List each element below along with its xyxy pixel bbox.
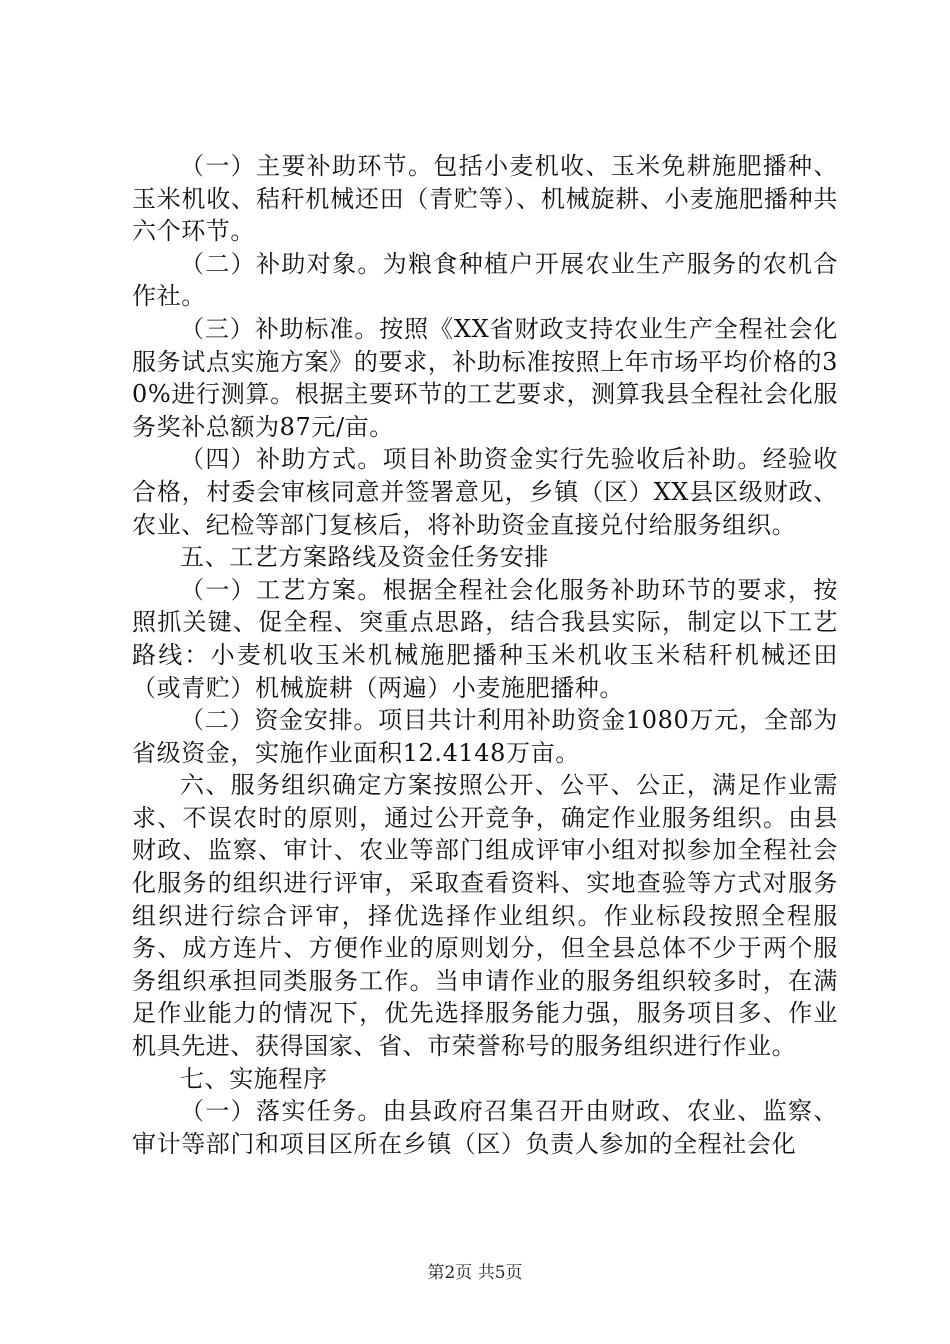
paragraph-implement-task: （一）落实任务。由县政府召集召开由财政、农业、监察、审计等部门和项目区所在乡镇（区）负责人参加的全程社会化 bbox=[132, 1097, 838, 1158]
paragraph-subsidy-target: （二）补助对象。为粮食种植户开展农业生产服务的农机合作社。 bbox=[132, 249, 838, 311]
page-number-footer: 第2页 共5页 bbox=[427, 1263, 523, 1283]
paragraph-process-plan: （一）工艺方案。根据全程社会化服务补助环节的要求，按照抓关键、促全程、突重点思路，结合我县实际，制定以下工艺路线：小麦机收玉米机械施肥播种玉米机收玉米秸秆机械还田（或青贮）机械旋耕（两遍）小麦施肥播种。 bbox=[132, 575, 838, 702]
document-page bbox=[132, 150, 838, 1160]
paragraph-subsidy-stages: （一）主要补助环节。包括小麦机收、玉米免耕施肥播种、玉米机收、秸秆机械还田（青贮等）、机械旋耕、小麦施肥播种共六个环节。 bbox=[132, 152, 838, 246]
section-heading-seven: 七、实施程序 bbox=[180, 1064, 328, 1093]
paragraph-subsidy-method: （四）补助方式。项目补助资金实行先验收后补助。经验收合格，村委会审核同意并签署意见，乡镇（区）XX县区级财政、农业、纪检等部门复核后，将补助资金直接兑付给服务组织。 bbox=[132, 445, 838, 539]
section-heading-five: 五、工艺方案路线及资金任务安排 bbox=[180, 543, 549, 572]
paragraph-subsidy-standard: （三）补助标准。按照《XX省财政支持农业生产全程社会化服务试点实施方案》的要求，补助标准按照上年市场平均价格的30%进行测算。根据主要环节的工艺要求，测算我县全程社会化服务奖补总额为87元/亩。 bbox=[132, 314, 838, 441]
paragraph-fund-arrangement: （二）资金安排。项目共计利用补助资金1080万元，全部为省级资金，实施作业面积12.4148万亩。 bbox=[132, 706, 838, 767]
paragraph-service-organization: 六、服务组织确定方案按照公开、公平、公正，满足作业需求、不误农时的原则，通过公开竞争，确定作业服务组织。由县财政、监察、审计、农业等部门组成评审小组对拟参加全程社会化服务的组织进行评审，采取查看资料、实地查验等方式对服务组织进行综合评审，择优选择作业组织。作业标段按照全程服务、成方连片、方便作业的原则划分，但全县总体不少于两个服务组织承担同类服务工作。当申请作业的服务组织较多时，在满足作业能力的情况下，优先选择服务能力强，服务项目多、作业机具先进、获得国家、省、市荣誉称号的服务组织进行作业。 bbox=[132, 771, 838, 1061]
